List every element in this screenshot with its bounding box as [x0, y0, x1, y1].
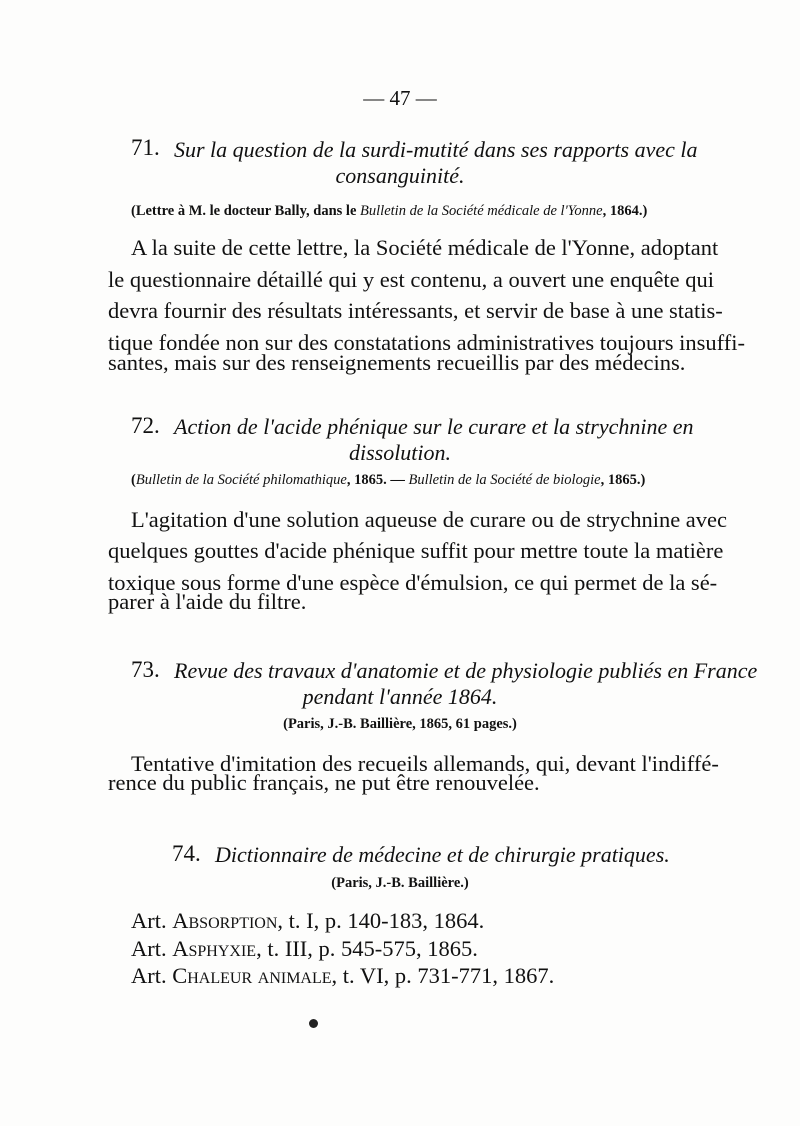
- entry-title-line: Sur la question de la surdi-mutité dans ses rapports avec la: [174, 137, 698, 162]
- article-reference: , t. I, p. 140-183, 1864.: [277, 908, 485, 933]
- body-line: rence du public français, ne put être renouvelée.: [108, 770, 540, 795]
- article-reference: , t. VI, p. 731-771, 1867.: [331, 963, 555, 988]
- entry-source: [131, 472, 645, 489]
- source-text: , 1865. —: [346, 472, 409, 488]
- article-reference: , t. III, p. 545-575, 1865.: [256, 936, 478, 961]
- article-entry: [131, 908, 484, 934]
- body-line: toxique sous forme d'une espèce d'émulsion, ce qui permet de la sé-: [108, 570, 718, 595]
- article-term: Asphyxie: [172, 936, 257, 961]
- source-text: (: [131, 472, 136, 488]
- article-prefix: Art.: [131, 908, 167, 933]
- body-line: le questionnaire détaillé qui y est contenu, a ouvert une enquête qui: [108, 267, 715, 292]
- source-text: , 1864.): [602, 203, 648, 219]
- source-text: , 1865.): [600, 472, 646, 488]
- body-line: santes, mais sur des renseignements recueillis par des médecins.: [108, 350, 686, 375]
- entry-title-line: consanguinité.: [335, 163, 465, 188]
- body-line: tique fondée non sur des constatations administratives toujours insuffi-: [108, 330, 745, 355]
- body-line: devra fournir des résultats intéressants, et servir de base à une statis-: [108, 298, 723, 323]
- source-journal: Bulletin de la Société de biologie: [408, 472, 601, 488]
- entry-title-line: dissolution.: [348, 440, 452, 465]
- article-prefix: Art.: [131, 963, 167, 988]
- source-text: (Lettre à M. le docteur Bally, dans le: [131, 203, 361, 219]
- entry-source: [131, 203, 647, 220]
- entry-number: 71.: [131, 135, 160, 160]
- article-prefix: Art.: [131, 936, 167, 961]
- source-journal: Bulletin de la Société philomathique: [135, 472, 347, 488]
- body-line: parer à l'aide du filtre.: [108, 589, 307, 614]
- body-line: L'agitation d'une solution aqueuse de curare ou de strychnine avec: [131, 507, 728, 532]
- ink-dot: [309, 1019, 318, 1028]
- body-line: A la suite de cette lettre, la Société médicale de l'Yonne, adoptant: [131, 235, 719, 260]
- article-term: Chaleur animale: [172, 963, 332, 988]
- entry-title-line: Revue des travaux d'anatomie et de physiologie publiés en France: [174, 658, 758, 683]
- page-number: — 47 —: [363, 86, 437, 110]
- entry-number: 73.: [131, 657, 160, 682]
- entry-number: 74.: [172, 841, 201, 866]
- entry-number: 72.: [131, 413, 160, 438]
- entry-title-line: Dictionnaire de médecine et de chirurgie pratiques.: [215, 842, 670, 867]
- entry-title-line: pendant l'année 1864.: [302, 684, 498, 709]
- entry-source: (Paris, J.-B. Baillière, 1865, 61 pages.): [283, 716, 517, 732]
- entry-title-line: Action de l'acide phénique sur le curare et la strychnine en: [174, 414, 694, 439]
- article-entry: [131, 963, 554, 989]
- entry-source: (Paris, J.-B. Baillière.): [331, 875, 469, 891]
- source-journal: Bulletin de la Société médicale de l'Yonne: [360, 203, 603, 219]
- body-line: Tentative d'imitation des recueils allemands, qui, devant l'indiffé-: [131, 751, 719, 776]
- body-line: quelques gouttes d'acide phénique suffit pour mettre toute la matière: [108, 538, 724, 563]
- article-entry: [131, 936, 478, 962]
- article-term: Absorption: [172, 908, 278, 933]
